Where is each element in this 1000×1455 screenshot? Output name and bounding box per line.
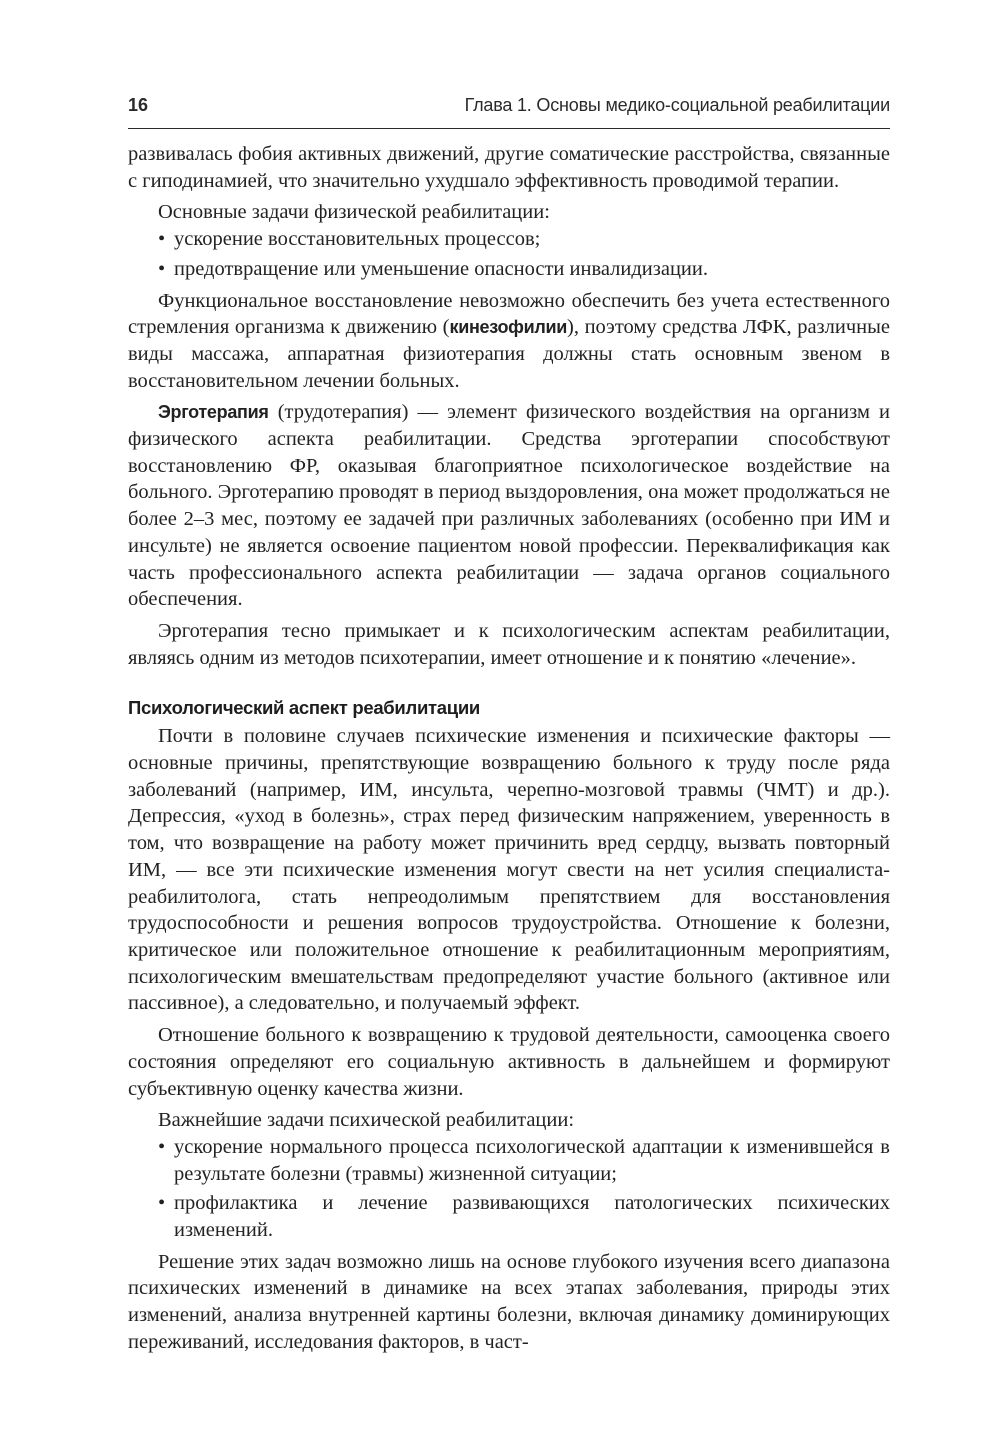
section-heading: Психологический аспект реабилитации xyxy=(128,697,481,719)
term-kinesophilia: кинезофилии xyxy=(449,317,568,338)
text-run: Функциональное восстановление невозможно обеспечить без учета естественного стремления организма к движению ( xyxy=(128,289,890,339)
paragraph-psychological-tasks-intro: Важнейшие задачи психической реабилитации: xyxy=(158,1109,575,1132)
list-item xyxy=(128,1190,890,1243)
text-run: ), поэтому средства ЛФК, различные виды массажа, аппаратная физиотерапия должны стать основным звеном в восстановительном лечении больных. xyxy=(128,316,890,392)
paragraph-ergotherapy-psychology: Эрготерапия тесно примыкает и к психологическим аспектам реабилитации, являясь одним из методов психотерапии, имеет отношение и к понятию «лечение». xyxy=(128,619,890,669)
header-divider xyxy=(128,128,890,129)
list-item-text: ускорение нормального процесса психологической адаптации к изменившейся в результате болезни (травмы) жизненной ситуации; xyxy=(174,1135,890,1185)
paragraph-physical-tasks-intro: Основные задачи физической реабилитации: xyxy=(158,201,550,224)
list-item-text: профилактика и лечение развивающихся патологических психических изменений. xyxy=(174,1192,890,1242)
book-page xyxy=(128,0,890,1455)
bullet-icon: • xyxy=(158,1192,166,1215)
running-title: Глава 1. Основы медико-социальной реабилитации xyxy=(464,95,890,115)
page-number: 16 xyxy=(128,95,149,115)
paragraph-psychological-factors: Почти в половине случаев психические изменения и психические факторы — основные причины, препятствующие возвращению больного к труду после ряда заболеваний (например, ИМ, инсульта, черепно-мозговой травмы (ЧМТ) и др.). Депрессия, «уход в болезнь», страх перед физическим напряжением, уверенность в том, что возвращение на работу может причинить вред сердцу, вызвать повторный ИМ, — все эти психические изменения могут свести на нет усилия специалиста-реабилитолога, стать непреодолимым препятствием для восстановления трудоспособности и решения вопросов трудоустройства. Отношение к болезни, критическое или положительное отношение к реабилитационным мероприятиям, психологическим вмешательствам предопределяют участие больного (активное или пассивное), а следовательно, и получаемый эффект. xyxy=(128,725,890,1015)
list-item xyxy=(128,256,890,283)
page-header xyxy=(128,92,890,118)
list-item xyxy=(128,1134,890,1187)
body-text xyxy=(128,141,890,1356)
physical-tasks-list xyxy=(128,226,890,282)
list-item-text: предотвращение или уменьшение опасности инвалидизации. xyxy=(174,257,708,280)
term-ergotherapy: Эрготерапия xyxy=(158,402,269,423)
bullet-icon: • xyxy=(158,257,166,280)
paragraph-functional-recovery xyxy=(128,288,890,395)
paragraph-solving-tasks: Решение этих задач возможно лишь на основе глубокого изучения всего диапазона психических изменений в динамике на всех этапах заболевания, природы этих изменений, анализа внутренней картины болезни, включая динамику доминирующих переживаний, исследования факторов, в част- xyxy=(128,1250,890,1353)
bullet-icon: • xyxy=(158,228,166,251)
list-item-text: ускорение восстановительных процессов; xyxy=(174,228,541,251)
psychological-tasks-list xyxy=(128,1134,890,1244)
paragraph-continuation: развивалась фобия активных движений, другие соматические расстройства, связанные с гиподинамией, что значительно ухудшало эффективность проводимой терапии. xyxy=(128,143,890,192)
bullet-icon: • xyxy=(158,1135,166,1158)
paragraph-ergotherapy xyxy=(128,399,890,613)
list-item xyxy=(128,226,890,253)
paragraph-work-attitude: Отношение больного к возвращению к трудовой деятельности, самооценка своего состояния определяют его социальную активность в дальнейшем и формируют субъективную оценку качества жизни. xyxy=(128,1024,890,1100)
text-run: (трудотерапия) — элемент физического воздействия на организм и физического аспекта реабилитации. Средства эрготерапии способствуют восстановлению ФР, оказывая благоприятное психологическое воздействие на больного. Эрготерапию проводят в период выздоровления, она может продолжаться не более 2–3 мес, поэтому ее задачей при различных заболеваниях (особенно при ИМ и инсульте) не является освоение пациентом новой профессии. Переквалификация как часть профессионального аспекта реабилитации — задача органов социального обеспечения. xyxy=(128,401,890,611)
